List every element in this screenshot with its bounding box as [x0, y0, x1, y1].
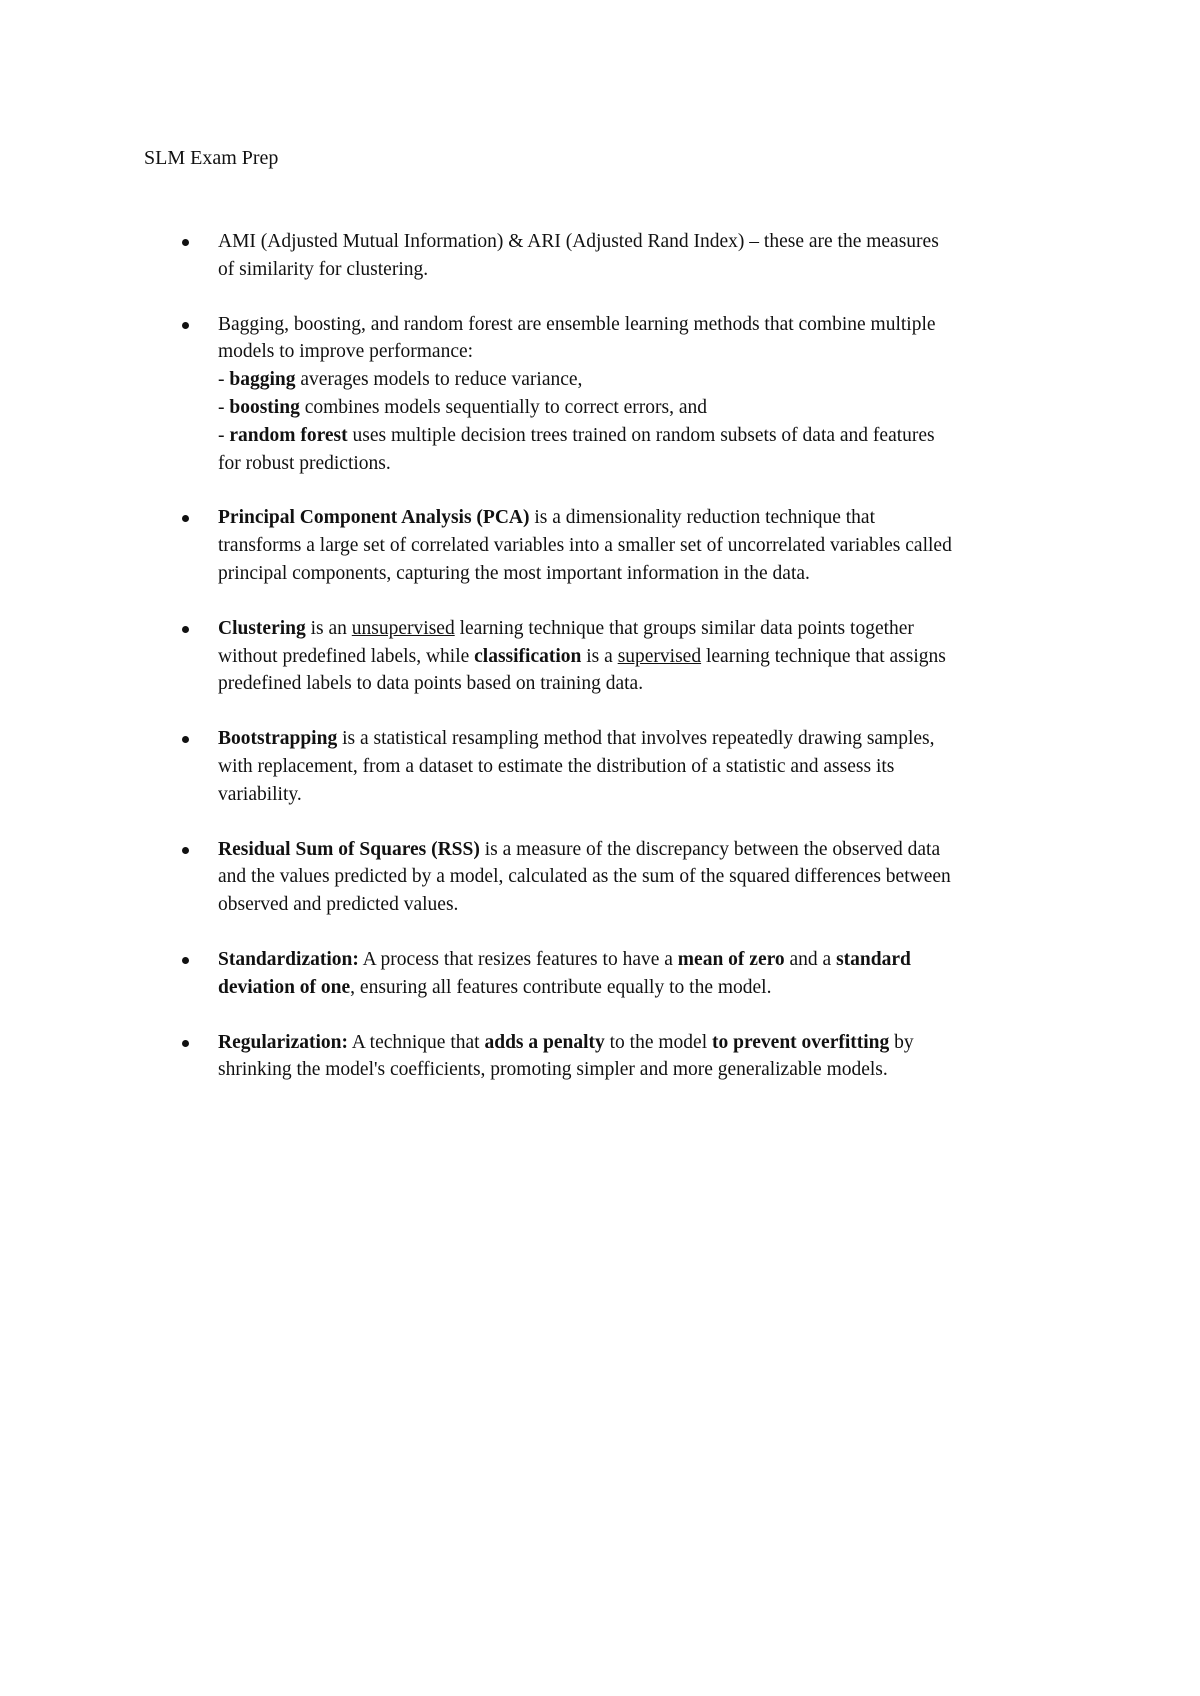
text-line: predefined labels to data points based on training data.: [218, 673, 644, 695]
text-line: models to improve performance:: [218, 341, 474, 363]
bullet-icon: [182, 736, 189, 743]
bootstrapping-description: is a statistical resampling method that involves repeatedly drawing samples,: [337, 728, 935, 750]
boosting-line: [218, 394, 1064, 422]
dash-text: -: [218, 369, 230, 391]
random-forest-line: [218, 422, 1064, 450]
rss-description: is a measure of the discrepancy between the observed data: [479, 838, 941, 860]
text-line: [218, 643, 1064, 671]
text-line: [218, 504, 1064, 532]
text-line: [218, 725, 1064, 753]
text-line: Bagging, boosting, and random forest are ensemble learning methods that combine multiple: [218, 313, 936, 335]
deviation-of-one-term: deviation of one: [218, 976, 351, 998]
list-item-regularization: [144, 1029, 1064, 1085]
bagging-description: averages models to reduce variance,: [295, 369, 583, 391]
bagging-line: [218, 366, 1064, 394]
mean-of-zero-term: mean of zero: [677, 948, 785, 970]
text-line: shrinking the model's coefficients, promoting simpler and more generalizable models.: [218, 1059, 888, 1081]
text-segment: and a: [784, 948, 837, 970]
bagging-term: bagging: [229, 369, 296, 391]
rss-term: Residual Sum of Squares (RSS): [218, 838, 480, 860]
text-line: principal components, capturing the most important information in the data.: [218, 562, 810, 584]
text-segment: by: [889, 1031, 914, 1053]
text-segment: A process that resizes features to have a: [358, 948, 678, 970]
text-line: with replacement, from a dataset to estimate the distribution of a statistic and assess its: [218, 755, 895, 777]
pca-description: is a dimensionality reduction technique that: [529, 507, 875, 529]
text-line: [218, 615, 1064, 643]
notes-bullet-list: [144, 228, 1064, 1111]
unsupervised-term: unsupervised: [351, 617, 455, 639]
random-forest-term: random forest: [229, 424, 348, 446]
text-line: of similarity for clustering.: [218, 258, 429, 280]
text-segment: , ensuring all features contribute equally to the model.: [350, 976, 772, 998]
text-segment: is an: [305, 617, 352, 639]
list-item-clustering: [144, 615, 1064, 698]
text-line: transforms a large set of correlated variables into a smaller set of uncorrelated variables called: [218, 535, 952, 557]
text-line: variability.: [218, 783, 302, 805]
bullet-icon: [182, 322, 189, 329]
bullet-icon: [182, 626, 189, 633]
list-item-pca: [144, 504, 1064, 587]
text-segment: A technique that: [347, 1031, 485, 1053]
random-forest-description: uses multiple decision trees trained on random subsets of data and features: [347, 424, 935, 446]
bullet-icon: [182, 515, 189, 522]
pca-term: Principal Component Analysis (PCA): [218, 507, 530, 529]
text-segment: learning technique that assigns: [701, 645, 946, 667]
text-segment: without predefined labels, while: [218, 645, 475, 667]
text-line: for robust predictions.: [218, 452, 391, 474]
bootstrapping-term: Bootstrapping: [218, 728, 338, 750]
classification-term: classification: [474, 645, 582, 667]
boosting-term: boosting: [229, 396, 300, 418]
text-line: and the values predicted by a model, calculated as the sum of the squared differences between: [218, 866, 951, 888]
list-item-standardization: [144, 946, 1064, 1002]
regularization-term: Regularization:: [218, 1031, 348, 1053]
text-line: [218, 1029, 1064, 1057]
text-line: [218, 836, 1064, 864]
supervised-term: supervised: [617, 645, 702, 667]
text-line: [218, 974, 1064, 1002]
text-segment: is a: [581, 645, 618, 667]
dash-text: -: [218, 396, 230, 418]
bullet-icon: [182, 1040, 189, 1047]
list-item-ensemble-methods: [144, 311, 1064, 478]
bullet-icon: [182, 847, 189, 854]
dash-text: -: [218, 424, 230, 446]
bullet-icon: [182, 239, 189, 246]
list-item-rss: [144, 836, 1064, 919]
document-title: SLM Exam Prep: [144, 147, 279, 169]
text-line: AMI (Adjusted Mutual Information) & ARI (Adjusted Rand Index) – these are the measures: [218, 231, 939, 252]
text-segment: learning technique that groups similar data points together: [454, 617, 914, 639]
adds-penalty-term: adds a penalty: [484, 1031, 605, 1053]
bullet-icon: [182, 957, 189, 964]
standardization-term: Standardization:: [218, 948, 359, 970]
list-item-bootstrapping: [144, 725, 1064, 808]
text-line: [218, 946, 1064, 974]
text-segment: to the model: [604, 1031, 712, 1053]
list-item-ami-ari: [144, 228, 1064, 284]
standard-term: standard: [836, 948, 911, 970]
text-line: observed and predicted values.: [218, 894, 459, 916]
prevent-overfitting-term: to prevent overfitting: [712, 1031, 890, 1053]
clustering-term: Clustering: [218, 617, 306, 639]
boosting-description: combines models sequentially to correct errors, and: [299, 396, 708, 418]
